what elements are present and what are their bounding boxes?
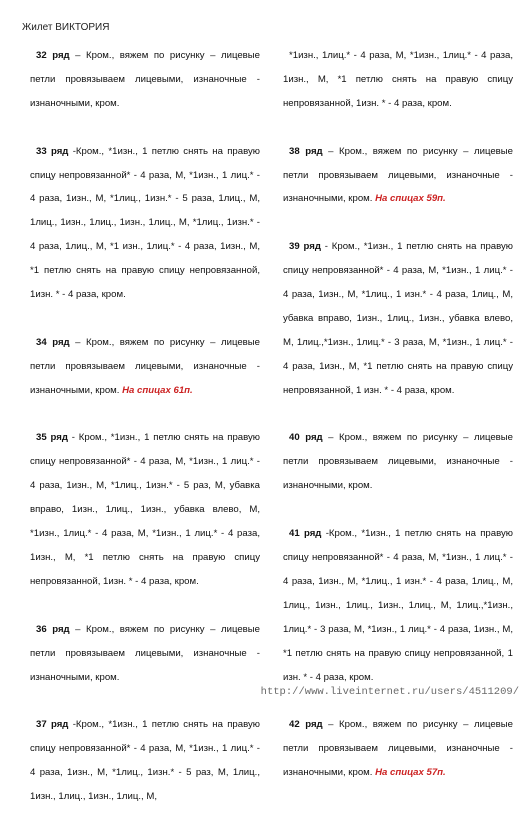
instruction-row-38 — [283, 140, 513, 212]
row-number: 37 ряд — [36, 719, 69, 731]
source-url-watermark: http://www.liveinternet.ru/users/4511209/ — [260, 686, 519, 698]
row-text: – Кром., вяжем по рисунку – лицевые петли провязываем лицевыми, изнаночные - изнаночными, кром. — [283, 719, 513, 779]
row-number: 35 ряд — [36, 432, 68, 444]
stitch-count: На спицах 61п. — [122, 384, 193, 396]
row-number: 41 ряд — [289, 528, 322, 540]
row-number: 33 ряд — [36, 145, 69, 157]
row-text: -Кром., *1изн., 1 петлю снять на правую спицу непровязанной* - 4 раза, М, *1изн., 1 лиц.* - 4 раза, 1изн., М, *1лиц., 1изн.* - 5 раза, 1лиц., М, 1лиц., 1изн., 1лиц., 1изн., 1лиц., М, *1лиц., 1изн.* - 4 раза, 1лиц., М, *1 изн., 1лиц.* - 4 раза, 1изн., М, *1 петлю снять на правую спицу непровязанной, 1изн. * - 4 раза, кром. — [30, 145, 260, 301]
row-text: - Кром., *1изн., 1 петлю снять на правую спицу непровязанной* - 4 раза, М, *1изн., 1 лиц.* - 4 раза, 1изн., М, *1лиц., 1 изн.* - 4 раза, 1лиц., М, убавка вправо, 1изн., 1лиц., 1изн., убавка влево, М, 1лиц.,*1изн., 1лиц.* - 3 раза, М, *1изн., 1 лиц.* - 4 раза, 1изн., М, *1 петлю снять на правую спицу непровязанной, 1 изн. * - 4 раза, кром. — [283, 241, 514, 396]
stitch-count: На спицах 59п. — [375, 193, 446, 205]
row-text: -Кром., *1изн., 1 петлю снять на правую спицу непровязанной* - 4 раза, М, *1изн., 1 лиц.* - 4 раза, 1изн., М, *1лиц., 1изн.* - 5 раз, М, 1лиц., 1изн., 1лиц., 1изн., 1лиц., М, — [30, 719, 260, 803]
stitch-count: На спицах 57п. — [375, 767, 446, 779]
row-number: 34 ряд — [36, 336, 70, 348]
instruction-row-35 — [30, 426, 260, 593]
left-column — [30, 44, 260, 833]
instruction-row-41 — [283, 522, 513, 689]
instruction-row-42 — [283, 713, 513, 785]
instruction-row-36 — [30, 618, 260, 690]
row-number: 40 ряд — [289, 432, 323, 444]
row-text: – Кром., вяжем по рисунку – лицевые петли провязываем лицевыми, изнаночные - изнаночными, кром. — [30, 623, 260, 683]
row-text: - Кром., *1изн., 1 петлю снять на правую спицу непровязанной* - 4 раза, М, *1изн., 1 лиц.* - 4 раза, 1изн., М, *1лиц., 1изн.* - 5 раз, М, убавка вправо, 1изн., 1лиц., 1изн., убавка влево, М, *1изн., 1лиц.* - 4 раза, М, *1изн., 1 лиц.* - 4 раза, 1изн., М, *1 петлю снять на правую спицу непровязанной, 1изн. * - 4 раза, кром. — [30, 432, 261, 587]
row-number: 38 ряд — [289, 145, 323, 157]
instruction-row-37-continued — [283, 44, 513, 116]
instruction-row-32 — [30, 44, 260, 116]
row-text: *1изн., 1лиц.* - 4 раза, М, *1изн., 1лиц.* - 4 раза, 1изн., М, *1 петлю снять на правую спицу непровязанной, 1изн. * - 4 раза, кром. — [283, 50, 513, 109]
row-text: -Кром., *1изн., 1 петлю снять на правую спицу непровязанной* - 4 раза, М, *1изн., 1 лиц.* - 4 раза, 1изн., М, *1лиц., 1 изн.* - 4 раза, 1лиц., М, 1лиц., 1изн., 1лиц., 1изн., 1лиц., М, 1лиц.,*1изн., 1лиц.* - 3 раза, М, *1изн., 1 лиц.* - 4 раза, 1изн., М, *1 петлю снять на правую спицу непровязанной, 1 изн. * - 4 раза, кром. — [283, 528, 513, 683]
row-number: 36 ряд — [36, 623, 70, 635]
row-text: – Кром., вяжем по рисунку – лицевые петли провязываем лицевыми, изнаночные - изнаночными, кром. — [283, 145, 513, 205]
instruction-row-33 — [30, 140, 260, 307]
row-number: 42 ряд — [289, 719, 323, 731]
row-number: 39 ряд — [289, 241, 321, 253]
row-number: 32 ряд — [36, 50, 70, 61]
instruction-row-39 — [283, 235, 513, 402]
instruction-row-37 — [30, 713, 260, 809]
instruction-row-34 — [30, 331, 260, 403]
instruction-row-40 — [283, 426, 513, 498]
row-text: – Кром., вяжем по рисунку – лицевые петли провязываем лицевыми, изнаночные - изнаночными, кром. — [283, 432, 513, 492]
document-header: Жилет ВИКТОРИЯ — [22, 22, 110, 33]
row-text: – Кром., вяжем по рисунку – лицевые петли провязываем лицевыми, изнаночные - изнаночными, кром. — [30, 336, 260, 396]
row-text: – Кром., вяжем по рисунку – лицевые петли провязываем лицевыми, изнаночные - изнаночными, кром. — [30, 50, 260, 109]
